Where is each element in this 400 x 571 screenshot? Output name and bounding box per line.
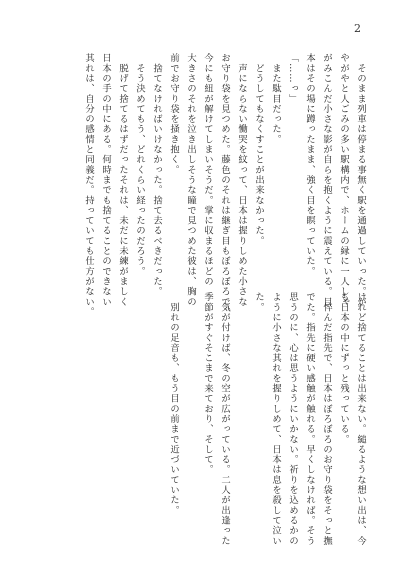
text-line [233,292,250,504]
text-line: 悴んだ指先で、日本はぼろぼろのお守り袋をそっと撫 [321,292,332,546]
text-line: 「……っ」 [287,53,298,104]
text-line: そう決めてもう、どれくらい経ったのだろう。 [134,53,145,277]
text-line: 本はその場に蹲ったまま、強く目を瞑っていた。 [304,53,315,277]
text-line: 前でお守り袋を掻き抱く。 [168,53,179,175]
text-line: どうしてもなくすことが出来なかった。 [253,53,264,246]
text-line: 季節がすぐそこまで来ており、そして。 [202,292,213,475]
text-line: 気が付けば、冬の空が広がっている。二人が出逢った [219,292,230,546]
text-line: でた。指先に硬い感触が触れる。早くしなければ。そう [304,292,315,546]
text-line: た。 [253,292,264,313]
text-line: 捨てなければいけなかった。捨て去るべきだった。 [151,53,162,297]
text-line: 日本の手の中にある。何時までも捨てることのできない [100,53,111,307]
text-line: 今にも紐が解けてしまいそうだ。掌に収まるほどの [202,53,213,287]
page-number: 2 [354,22,361,35]
lower-text-block [165,292,369,546]
text-line: も日本の中にずっと残っている。 [338,292,349,445]
upper-text-block [80,53,369,317]
text-line: 其れは、自分の感情と同義だ。持っていても仕方がない。 [83,53,94,317]
text-line: ように小さな其れを握りしめて、日本は息を殺して泣い [270,292,281,546]
text-line [182,292,199,504]
text-line: お守り袋を見つめた。藤色のそれは継ぎ目もぼろぼろで、 [219,53,230,317]
text-line: 大きさのそれを泣き出しそうな瞳で見つめた彼は、胸の [185,53,196,307]
text-line: 別れの足音も、もう目の前まで近づいていた。 [168,292,179,516]
text-line: 思うのに、心は思うようにいかない。祈りを込めるかの [287,292,298,546]
text-line: また駄目だった。 [270,53,281,145]
text-line: そのまま列車は停まる事無く駅を通過していった。が [355,53,366,307]
text-line: 脱げて捨てるはずだったそれは、未だに未練がましく [117,53,128,307]
text-line: 声にならない慟哭を紋って、日本は握りしめた小さな [236,53,247,307]
text-line: がみこんだ小さな影が自らを抱くように震えている。目 [321,53,332,307]
text-line: けれど捨てることは出来ない。縋るような想い出は、今 [355,292,366,546]
text-line: やがやと人ごみの多い駅構内で、ホームの縁に一人しゃ [338,53,349,307]
